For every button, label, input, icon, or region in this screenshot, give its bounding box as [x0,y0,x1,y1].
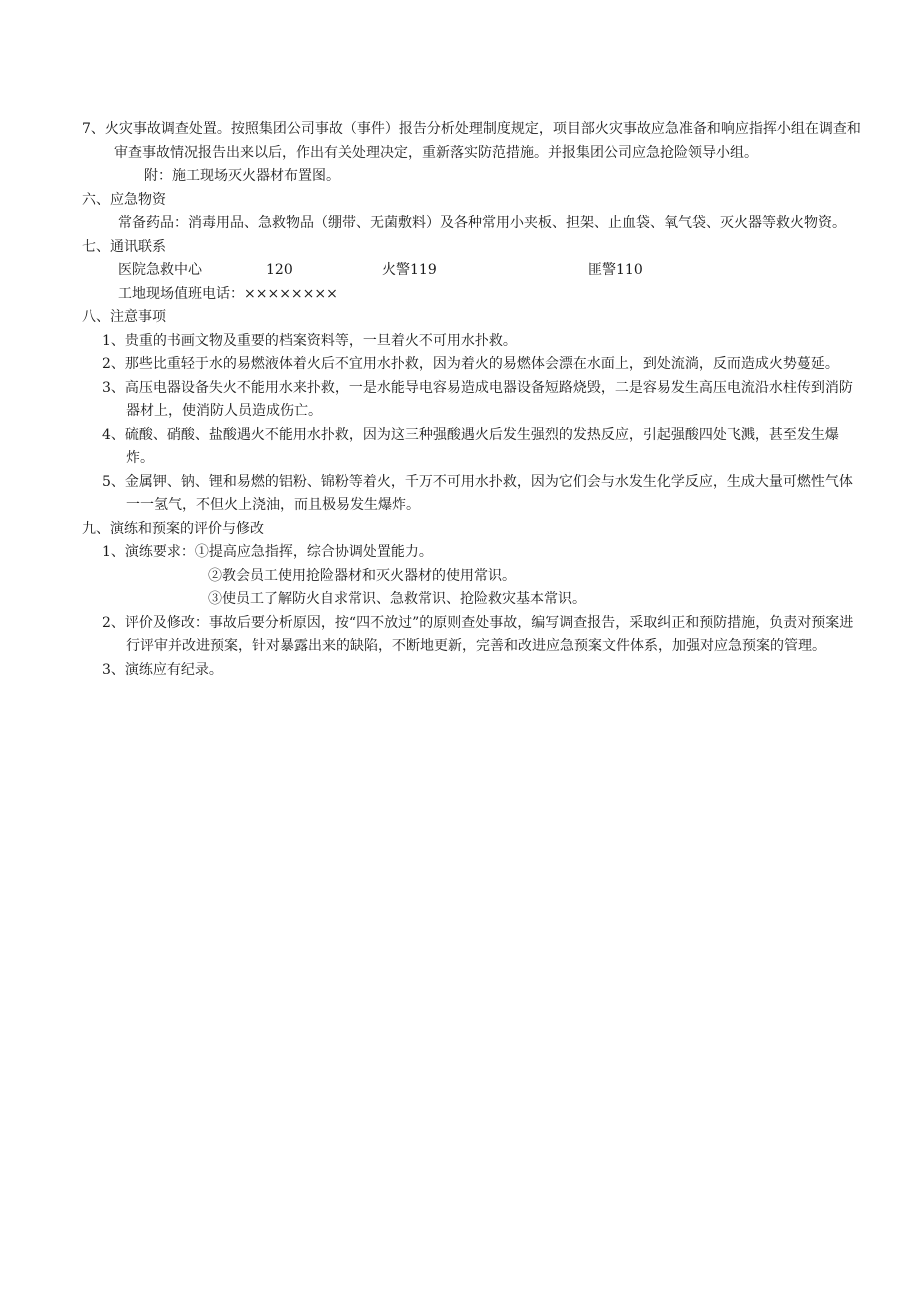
section-6-title: 六、应急物资 [82,191,166,208]
drill-requirement-2: ②教会员工使用抢险器材和灭火器材的使用常识。 [208,567,516,584]
drill-requirement-3: ③使员工了解防火自求常识、急救常识、抢险救灾基本常识。 [208,591,586,607]
section-6-body: 常备药品：消毒用品、急救物品（绷带、无菌敷料）及各种常用小夹板、担架、止血袋、氧气袋、灭火器等救火物资。 [118,215,846,231]
drill-requirement-1: 1、演练要求：①提高应急指挥，综合协调处置能力。 [102,544,433,560]
fire-alarm-number: 火警119 [382,262,437,278]
duty-phone: 工地现场值班电话：×××××××× [118,285,338,302]
note-item-3: 3、高压电器设备失火不能用水来扑救，一是水能导电容易造成电器设备短路烧毁，二是容易发生高压电流沿水柱传到消防器材上，使消防人员造成伤亡。 [102,379,853,419]
document-body [82,118,864,682]
section-8-title: 八、注意事项 [82,309,166,325]
evaluation-revision: 2、评价及修改：事故后要分析原因，按“四不放过”的原则查处事故，编写调查报告，采取纠正和预防措施，负责对预案进行评审并改进预案，针对暴露出来的缺陷，不断地更新，完善和改进应急预案文件体系，加强对应急预案的管理。 [102,614,854,654]
note-item-4: 4、硫酸、硝酸、盐酸遇火不能用水扑救，因为这三种强酸遇火后发生强烈的发热反应，引起强酸四处飞溅，甚至发生爆炸。 [102,426,839,466]
note-item-1: 1、贵重的书画文物及重要的档案资料等，一旦着火不可用水扑救。 [102,332,517,349]
section-9-title: 九、演练和预案的评价与修改 [82,520,264,537]
drill-record: 3、演练应有纪录。 [102,661,223,678]
item-7-fire-investigation: 7、火灾事故调查处置。按照集团公司事故（事件）报告分析处理制度规定，项目部火灾事故应急准备和响应指挥小组在调查和审查事故情况报告出来以后，作出有关处理决定，重新落实防范措施。并报集团公司应急抢险领导小组。 [82,121,861,161]
section-7-title: 七、通讯联系 [82,238,166,255]
contact-numbers-row [82,259,864,283]
hospital-label: 医院急救中心 [118,262,202,278]
note-item-5: 5、金属钾、钠、锂和易燃的铝粉、锦粉等着火，千万不可用水扑救，因为它们会与水发生化学反应，生成大量可燃性气体一一氢气，不但火上浇油，而且极易发生爆炸。 [102,473,853,513]
hospital-number: 120 [266,262,293,278]
note-item-2: 2、那些比重轻于水的易燃液体着火后不宜用水扑救，因为着火的易燃体会漂在水面上，到处流淌，反而造成火势蔓延。 [102,356,839,372]
attachment-note: 附：施工现场灭火器材布置图。 [144,168,340,184]
police-number: 匪警110 [588,262,643,278]
